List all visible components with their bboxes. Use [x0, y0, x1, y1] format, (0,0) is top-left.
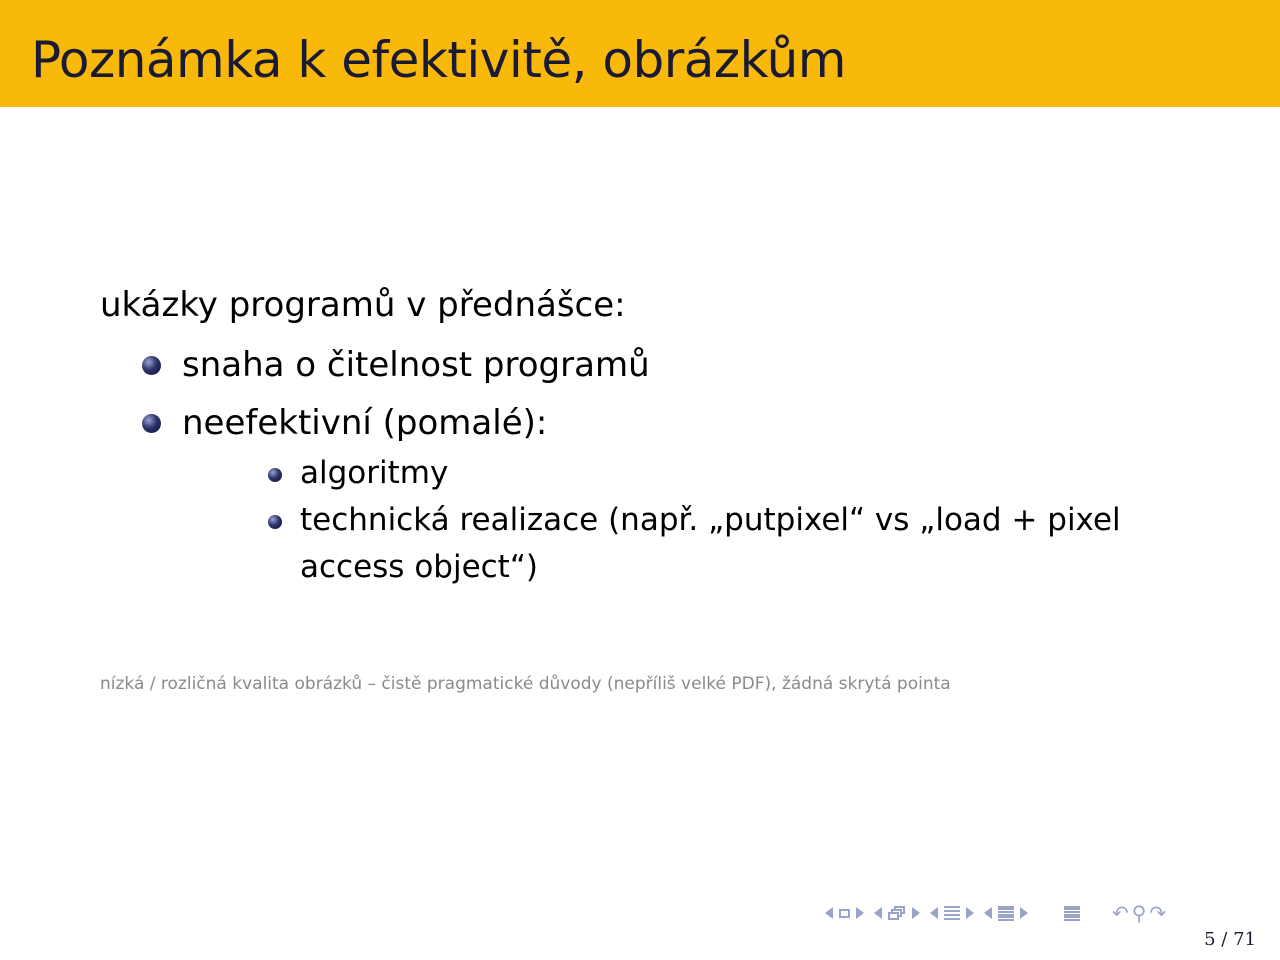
subsection-icon[interactable] [888, 906, 906, 921]
search-icon[interactable]: ⚲ [1131, 901, 1147, 925]
list-item-text: snaha o čitelnost programů [182, 345, 650, 385]
bullet-icon [142, 356, 161, 375]
search-nav [1112, 903, 1166, 923]
list-item-text: neefektivní (pomalé): [182, 403, 548, 443]
frame-nav [825, 907, 864, 919]
part-icon[interactable] [998, 906, 1014, 921]
bullet-icon [142, 414, 161, 433]
page-current: 5 [1204, 929, 1216, 950]
footnote: nízká / rozličná kvalita obrázků – čistě pragmatické důvody (nepříliš velké PDF), žádná skrytá pointa [100, 674, 951, 694]
document-icon[interactable] [1064, 906, 1080, 921]
next-arrow-icon[interactable] [1020, 907, 1028, 919]
forward-icon[interactable]: ↷ [1149, 901, 1167, 925]
prev-arrow-icon[interactable] [984, 907, 992, 919]
slide-content [100, 282, 1200, 603]
section-nav [930, 906, 974, 921]
page-separator: / [1221, 929, 1228, 950]
next-arrow-icon[interactable] [856, 907, 864, 919]
slide-title: Poznámka k efektivitě, obrázkům [31, 31, 846, 89]
page-number [1204, 928, 1256, 952]
bullet-list [100, 342, 1200, 591]
intro-text: ukázky programů v přednášce: [100, 285, 626, 325]
sub-bullet-icon [268, 468, 282, 482]
sub-bullet-list [264, 450, 1200, 591]
sub-list-item-text: algoritmy [300, 455, 449, 491]
subsection-nav [874, 906, 920, 921]
prev-arrow-icon[interactable] [825, 907, 833, 919]
list-item [100, 342, 1200, 388]
frame-icon[interactable] [839, 909, 850, 918]
next-arrow-icon[interactable] [966, 907, 974, 919]
sub-list-item [264, 450, 1180, 497]
list-item [100, 400, 1200, 591]
page-total: 71 [1233, 929, 1256, 950]
prev-arrow-icon[interactable] [930, 907, 938, 919]
back-icon[interactable]: ↶ [1112, 901, 1129, 925]
title-bar [0, 0, 1280, 107]
part-nav [984, 906, 1028, 921]
navigation-bar [825, 899, 1166, 927]
section-icon[interactable] [944, 906, 960, 921]
next-arrow-icon[interactable] [912, 907, 920, 919]
document-nav [1064, 906, 1080, 921]
sub-list-item-text: technická realizace (např. „putpixel“ vs „load + pixel access object“) [300, 502, 1121, 585]
prev-arrow-icon[interactable] [874, 907, 882, 919]
sub-bullet-icon [268, 515, 282, 529]
sub-list-item [264, 497, 1180, 591]
